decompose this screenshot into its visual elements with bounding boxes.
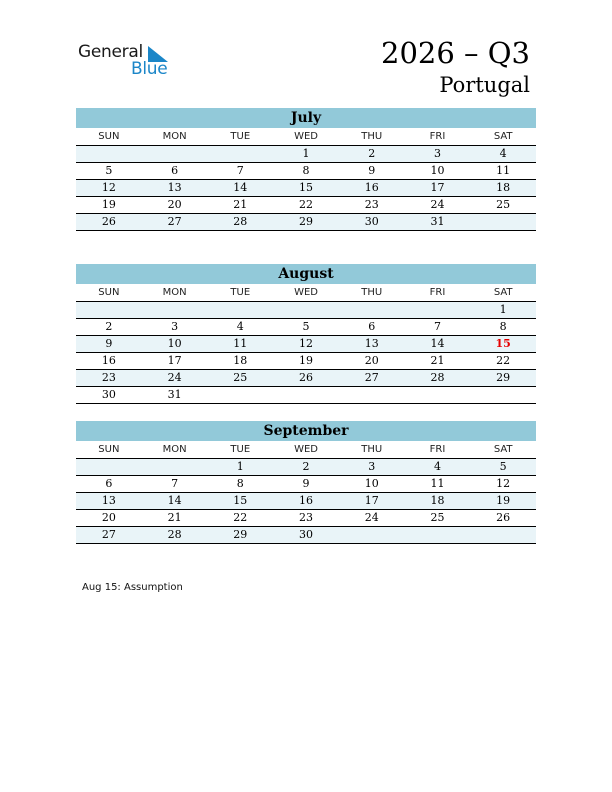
empty-day-cell [207, 146, 273, 162]
holiday-notes [82, 582, 183, 593]
weekday-label: MON [162, 444, 187, 455]
day-cell: 10 [364, 477, 379, 490]
day-cell: 1 [499, 303, 507, 316]
day-cell: 20 [167, 198, 182, 211]
empty-day-cell [405, 527, 471, 543]
day-cell: 26 [496, 511, 511, 524]
weekday-label: TUE [230, 444, 251, 455]
empty-day-cell [339, 527, 405, 543]
empty-day-cell [405, 387, 471, 403]
day-cell: 8 [236, 477, 244, 490]
weekday-label: SAT [493, 444, 513, 455]
empty-day-cell [142, 459, 208, 475]
day-cell: 29 [233, 528, 248, 541]
month-september [76, 421, 536, 544]
day-cell: 16 [101, 354, 116, 367]
day-cell: 26 [299, 371, 314, 384]
logo [78, 42, 178, 82]
weekday-label: WED [294, 444, 318, 455]
weekday-label: FRI [429, 287, 446, 298]
day-cell: 10 [430, 164, 445, 177]
weekday-label: SUN [98, 131, 120, 142]
day-cell: 22 [233, 511, 248, 524]
day-cell: 5 [302, 320, 310, 333]
empty-day-cell [207, 387, 273, 403]
week-row [76, 476, 536, 493]
day-cell: 3 [171, 320, 179, 333]
day-cell: 10 [167, 337, 182, 350]
empty-day-cell [142, 302, 208, 318]
day-cell: 25 [430, 511, 445, 524]
day-cell: 2 [368, 147, 376, 160]
weekday-label: SAT [493, 131, 513, 142]
day-cell: 9 [368, 164, 376, 177]
day-cell: 28 [233, 215, 248, 228]
day-cell: 9 [302, 477, 310, 490]
day-cell: 13 [101, 494, 116, 507]
day-cell: 22 [496, 354, 511, 367]
day-cell: 28 [167, 528, 182, 541]
empty-day-cell [273, 302, 339, 318]
weekday-label: WED [294, 131, 318, 142]
day-cell: 21 [167, 511, 182, 524]
weekday-label: THU [361, 131, 383, 142]
week-row [76, 353, 536, 370]
day-cell: 7 [171, 477, 179, 490]
day-cell: 6 [368, 320, 376, 333]
weekday-header-row [76, 128, 536, 146]
day-cell: 2 [105, 320, 113, 333]
week-row [76, 180, 536, 197]
week-row [76, 302, 536, 319]
day-cell: 30 [364, 215, 379, 228]
day-cell: 4 [236, 320, 244, 333]
day-cell: 26 [101, 215, 116, 228]
day-cell: 31 [167, 388, 182, 401]
day-cell: 20 [364, 354, 379, 367]
day-cell: 22 [299, 198, 314, 211]
day-cell: 21 [430, 354, 445, 367]
weekday-label: FRI [429, 444, 446, 455]
week-row [76, 214, 536, 231]
day-cell: 23 [299, 511, 314, 524]
weekday-label: TUE [230, 287, 251, 298]
empty-day-cell [76, 302, 142, 318]
empty-day-cell [339, 302, 405, 318]
week-row [76, 527, 536, 544]
day-cell: 7 [236, 164, 244, 177]
day-cell: 24 [364, 511, 379, 524]
day-cell: 25 [233, 371, 248, 384]
empty-day-cell [470, 527, 536, 543]
day-cell: 2 [302, 460, 310, 473]
day-cell: 11 [430, 477, 445, 490]
day-cell: 23 [101, 371, 116, 384]
weekday-label: MON [162, 131, 187, 142]
day-cell: 17 [364, 494, 379, 507]
weekday-label: WED [294, 287, 318, 298]
empty-day-cell [76, 146, 142, 162]
weekday-label: FRI [429, 131, 446, 142]
quarter-title: 2026 – Q3 [381, 36, 530, 70]
week-row [76, 163, 536, 180]
day-cell: 25 [496, 198, 511, 211]
empty-day-cell [76, 459, 142, 475]
day-cell: 14 [430, 337, 445, 350]
day-cell: 5 [105, 164, 113, 177]
day-cell: 16 [364, 181, 379, 194]
day-cell: 29 [496, 371, 511, 384]
day-cell: 20 [101, 511, 116, 524]
weekday-label: SUN [98, 444, 120, 455]
day-cell: 24 [167, 371, 182, 384]
month-header: September [76, 421, 536, 441]
day-cell: 1 [236, 460, 244, 473]
logo-word-general: General [78, 42, 143, 62]
week-row [76, 387, 536, 404]
empty-day-cell [405, 302, 471, 318]
weekday-label: MON [162, 287, 187, 298]
day-cell: 21 [233, 198, 248, 211]
day-cell: 14 [233, 181, 248, 194]
day-cell: 19 [101, 198, 116, 211]
month-august [76, 264, 536, 404]
day-cell: 17 [430, 181, 445, 194]
day-cell: 19 [299, 354, 314, 367]
week-row [76, 146, 536, 163]
day-cell: 12 [299, 337, 314, 350]
day-cell: 27 [101, 528, 116, 541]
day-cell: 24 [430, 198, 445, 211]
day-cell: 16 [299, 494, 314, 507]
day-cell: 1 [302, 147, 310, 160]
week-row [76, 459, 536, 476]
day-cell: 15 [299, 181, 314, 194]
day-cell: 15 [495, 337, 511, 350]
day-cell: 17 [167, 354, 182, 367]
weekday-header-row [76, 441, 536, 459]
day-cell: 18 [496, 181, 511, 194]
week-row [76, 319, 536, 336]
day-cell: 31 [430, 215, 445, 228]
day-cell: 18 [233, 354, 248, 367]
day-cell: 4 [433, 460, 441, 473]
day-cell: 7 [433, 320, 441, 333]
day-cell: 13 [167, 181, 182, 194]
day-cell: 11 [233, 337, 248, 350]
country-title: Portugal [439, 73, 530, 97]
week-row [76, 370, 536, 387]
day-cell: 11 [496, 164, 511, 177]
day-cell: 30 [101, 388, 116, 401]
day-cell: 28 [430, 371, 445, 384]
day-cell: 12 [101, 181, 116, 194]
day-cell: 14 [167, 494, 182, 507]
month-header: July [76, 108, 536, 128]
day-cell: 18 [430, 494, 445, 507]
weekday-label: THU [361, 287, 383, 298]
weekday-label: TUE [230, 131, 251, 142]
day-cell: 8 [302, 164, 310, 177]
empty-day-cell [207, 302, 273, 318]
day-cell: 23 [364, 198, 379, 211]
empty-day-cell [142, 146, 208, 162]
day-cell: 4 [499, 147, 507, 160]
empty-day-cell [339, 387, 405, 403]
week-row [76, 197, 536, 214]
day-cell: 6 [105, 477, 113, 490]
day-cell: 8 [499, 320, 507, 333]
day-cell: 27 [364, 371, 379, 384]
day-cell: 13 [364, 337, 379, 350]
weekday-label: SUN [98, 287, 120, 298]
day-cell: 12 [496, 477, 511, 490]
week-row [76, 493, 536, 510]
day-cell: 3 [433, 147, 441, 160]
day-cell: 15 [233, 494, 248, 507]
empty-day-cell [470, 214, 536, 230]
month-july [76, 108, 536, 231]
day-cell: 6 [171, 164, 179, 177]
week-row [76, 510, 536, 527]
week-row [76, 336, 536, 353]
holiday-note: Aug 15: Assumption [82, 582, 183, 593]
logo-word-blue: Blue [131, 59, 168, 79]
day-cell: 30 [299, 528, 314, 541]
weekday-label: THU [361, 444, 383, 455]
weekday-header-row [76, 284, 536, 302]
day-cell: 9 [105, 337, 113, 350]
day-cell: 29 [299, 215, 314, 228]
empty-day-cell [273, 387, 339, 403]
day-cell: 19 [496, 494, 511, 507]
day-cell: 3 [368, 460, 376, 473]
weekday-label: SAT [493, 287, 513, 298]
day-cell: 5 [499, 460, 507, 473]
month-header: August [76, 264, 536, 284]
empty-day-cell [470, 387, 536, 403]
day-cell: 27 [167, 215, 182, 228]
